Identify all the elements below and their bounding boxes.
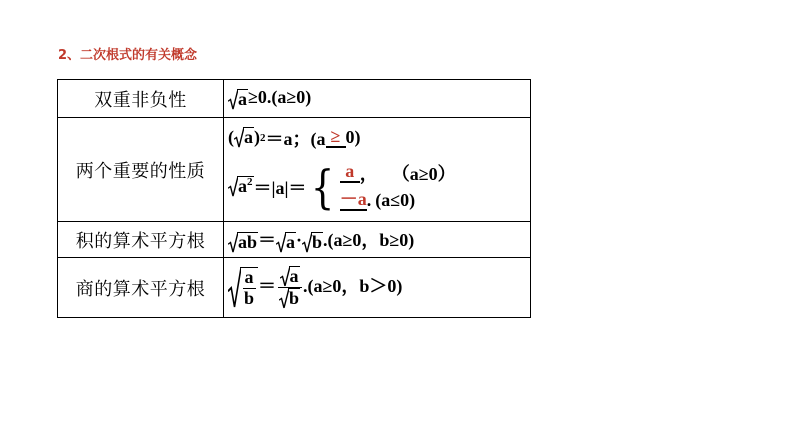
formula-cell: ab＝ a· b.(a≥0，b≥0) — [224, 222, 531, 258]
radical-sign-icon — [234, 127, 244, 148]
radical-sign-icon — [302, 232, 312, 253]
piecewise-cases — [306, 160, 455, 214]
answer-blank: －a — [339, 189, 367, 210]
radical-sign-icon — [228, 89, 238, 110]
radical-sign-icon — [228, 176, 238, 197]
properties-table — [57, 79, 531, 318]
left-brace-icon: { — [311, 159, 335, 214]
fraction — [277, 266, 302, 310]
radical: ab — [228, 232, 258, 253]
radical — [228, 267, 258, 309]
table-row — [58, 80, 531, 118]
row-label: 两个重要的性质 — [58, 118, 224, 222]
property-line-2: $a^2$ ＝|a|＝ { a ， （a≥0） －a . (a≤0) — [228, 155, 530, 219]
radical: a — [280, 266, 300, 287]
radical-sign-icon — [228, 267, 241, 309]
radical: b — [302, 232, 323, 253]
radical: $a^2$ — [228, 176, 254, 197]
answer-blank: ≥ — [326, 127, 346, 148]
row-label: 商的算术平方根 — [58, 258, 224, 318]
answer-blank: a — [340, 162, 360, 183]
row-label: 双重非负性 — [58, 80, 224, 118]
property-line-1: ( a ) 2 ＝a；(a ≥ 0) — [228, 126, 361, 149]
radical-sign-icon — [279, 288, 289, 309]
table-row — [58, 258, 531, 318]
row-label: 积的算术平方根 — [58, 222, 224, 258]
radical: a — [276, 232, 296, 253]
formula-cell: a≥0.(a≥0) — [224, 80, 531, 118]
case-item: －a . (a≤0) — [339, 189, 416, 210]
radical: a — [228, 89, 248, 110]
radical: a — [234, 127, 254, 148]
formula-cell: $\frac{a}{b}$ ＝ $\frac{a}{b}$ .(a≥0，b＞0) — [224, 258, 531, 318]
radical-sign-icon — [276, 232, 286, 253]
radical-sign-icon — [228, 232, 238, 253]
case-item: a ， （a≥0） — [340, 160, 456, 186]
table-row — [58, 118, 531, 222]
formula-cell — [224, 118, 531, 222]
section-heading: 2、二次根式的有关概念 — [58, 48, 198, 63]
radical: b — [279, 288, 300, 309]
table-row — [58, 222, 531, 258]
radical-sign-icon — [280, 266, 290, 287]
fraction: $\frac{a}{b}$ — [244, 266, 255, 308]
